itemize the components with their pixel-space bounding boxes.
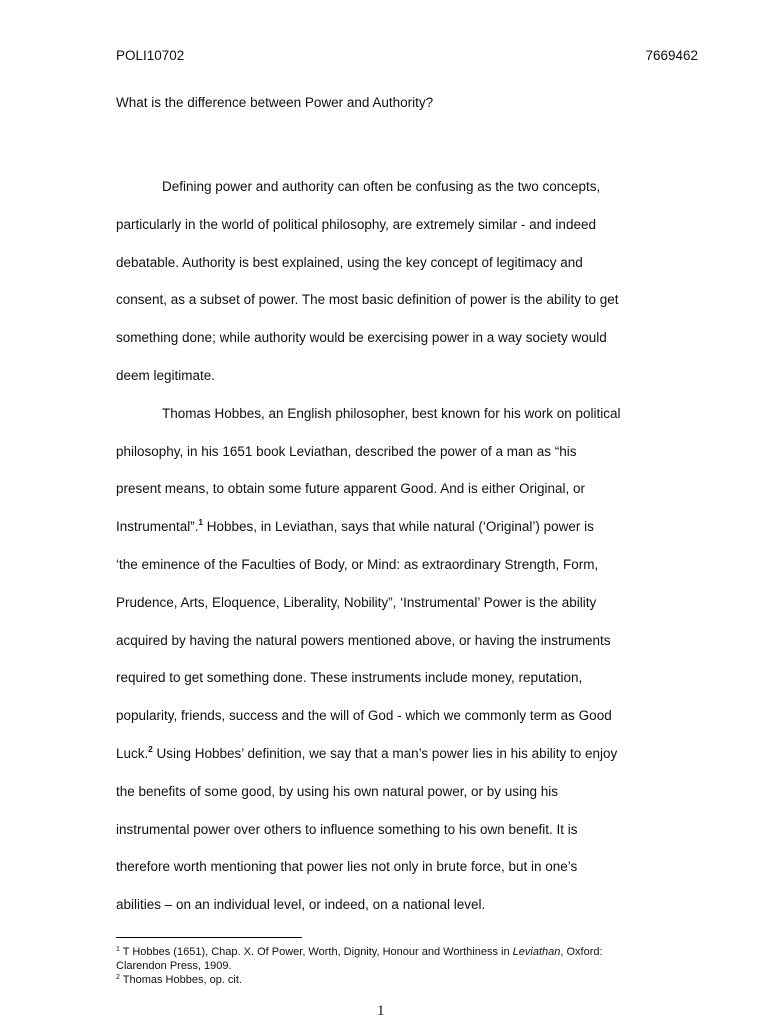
paragraph-2-line: Thomas Hobbes, an English philosopher, best known for his work on political: [162, 405, 621, 421]
footnote-ref-1[interactable]: 1: [198, 518, 203, 528]
line-text: Luck.: [116, 745, 149, 761]
essay-question-title: What is the difference between Power and Authority?: [116, 95, 434, 110]
paragraph-2-line: ‘the eminence of the Faculties of Body, or Mind: as extraordinary Strength, Form,: [116, 556, 599, 572]
paragraph-1-line: deem legitimate.: [116, 367, 216, 383]
paragraph-2-line: required to get something done. These instruments include money, reputation,: [116, 670, 583, 686]
paragraph-2-line: [116, 735, 646, 773]
footnote-1-continuation: Clarendon Press, 1909.: [116, 960, 232, 972]
paragraph-2-line: popularity, friends, success and the will of God - which we commonly term as Good: [116, 708, 612, 724]
footnote-ref-2[interactable]: 2: [148, 744, 153, 754]
course-code: POLI10702: [116, 48, 185, 63]
paragraph-1-line: something done; while authority would be exercising power in a way society would: [116, 330, 607, 346]
paragraph-1-line: debatable. Authority is best explained, using the key concept of legitimacy and: [116, 254, 583, 270]
paragraph-2-line: present means, to obtain some future apparent Good. And is either Original, or: [116, 481, 586, 497]
student-id: 7669462: [645, 48, 698, 63]
paragraph-2-line: therefore worth mentioning that power lies not only in brute force, but in one’s: [116, 859, 578, 875]
line-text: Using Hobbes’ definition, we say that a man’s power lies in his ability to enjoy: [152, 745, 618, 761]
footnote-1-text: T Hobbes (1651), Chap. X. Of Power, Worth, Dignity, Honour and Worthiness in: [119, 946, 513, 958]
paragraph-2-line: [116, 508, 646, 546]
line-text: Instrumental”.: [116, 519, 199, 535]
footnote-1-book-title: Leviathan: [512, 946, 561, 958]
paragraph-1-line: particularly in the world of political philosophy, are extremely similar - and indeed: [116, 216, 596, 232]
footnote-2-number: 2: [116, 974, 120, 981]
footnote-1: [116, 945, 656, 959]
paragraph-2-line: Prudence, Arts, Eloquence, Liberality, Nobility”, ‘Instrumental’ Power is the ability: [116, 594, 597, 610]
footnote-1-number: 1: [116, 946, 120, 953]
footnote-1-text-end: , Oxford:: [560, 946, 603, 958]
paragraph-1-line: Defining power and authority can often be confusing as the two concepts,: [162, 179, 601, 194]
line-text: Hobbes, in Leviathan, says that while natural (‘Original’) power is: [202, 519, 594, 535]
paragraph-2-line: acquired by having the natural powers mentioned above, or having the instruments: [116, 632, 611, 648]
paragraph-2-line: instrumental power over others to influence something to his own benefit. It is: [116, 821, 578, 837]
paragraph-2-line: philosophy, in his 1651 book Leviathan, described the power of a man as “his: [116, 443, 577, 459]
footnote-separator: [116, 937, 302, 938]
footnotes: [116, 945, 656, 987]
footnote-2: [116, 973, 656, 987]
paragraph-2-line: abilities – on an individual level, or indeed, on a national level.: [116, 897, 486, 913]
essay-body: [116, 168, 646, 924]
paragraph-1-line: consent, as a subset of power. The most basic definition of power is the ability to get: [116, 292, 619, 308]
paragraph-2-line: the benefits of some good, by using his own natural power, or by using his: [116, 783, 559, 799]
footnote-2-text: Thomas Hobbes, op. cit.: [119, 974, 242, 986]
page-number: 1: [377, 1003, 385, 1019]
